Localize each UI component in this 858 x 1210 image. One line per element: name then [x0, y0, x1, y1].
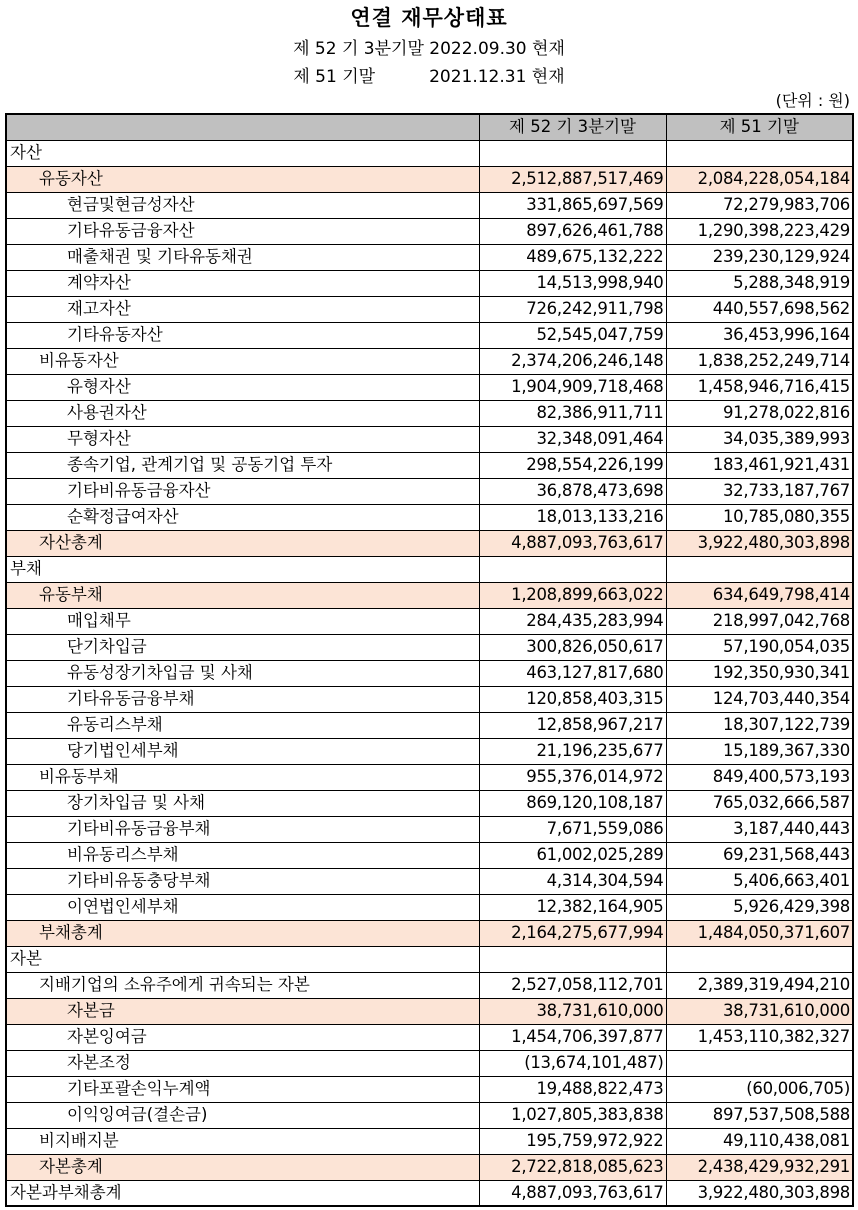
- table-row: [6, 712, 853, 738]
- account-label: 기타비유동충당부채: [6, 868, 479, 894]
- current-period-value: 21,196,235,677: [479, 738, 666, 764]
- previous-period-value: 5,288,348,919: [666, 270, 853, 296]
- account-label: 자본조정: [6, 1050, 479, 1076]
- period-current: 제 52 기 3분기말 2022.09.30 현재: [293, 39, 565, 59]
- account-label: 유동자산: [6, 166, 479, 192]
- previous-period-value: [666, 556, 853, 582]
- table-row: [6, 426, 853, 452]
- previous-period-value: 2,084,228,054,184: [666, 166, 853, 192]
- previous-period-value: 3,922,480,303,898: [666, 530, 853, 556]
- column-header-previous: 제 51 기말: [666, 114, 853, 140]
- current-period-value: 18,013,133,216: [479, 504, 666, 530]
- table-row: [6, 322, 853, 348]
- balance-sheet-table: [5, 113, 854, 1207]
- column-header-current: 제 52 기 3분기말: [479, 114, 666, 140]
- period-previous: 제 51 기말 2021.12.31 현재: [293, 67, 565, 87]
- previous-period-value: 124,703,440,354: [666, 686, 853, 712]
- previous-period-value: 15,189,367,330: [666, 738, 853, 764]
- account-label: 자본금: [6, 998, 479, 1024]
- table-row: [6, 608, 853, 634]
- current-period-value: 1,027,805,383,838: [479, 1102, 666, 1128]
- table-row: [6, 374, 853, 400]
- account-label: 유동부채: [6, 582, 479, 608]
- previous-period-value: 32,733,187,767: [666, 478, 853, 504]
- current-period-value: 2,374,206,246,148: [479, 348, 666, 374]
- current-period-value: 52,545,047,759: [479, 322, 666, 348]
- current-period-value: 1,208,899,663,022: [479, 582, 666, 608]
- previous-period-value: 72,279,983,706: [666, 192, 853, 218]
- table-row: [6, 816, 853, 842]
- previous-period-value: 57,190,054,035: [666, 634, 853, 660]
- account-label: 당기법인세부채: [6, 738, 479, 764]
- current-period-value: 869,120,108,187: [479, 790, 666, 816]
- account-label: 매입채무: [6, 608, 479, 634]
- current-period-value: 897,626,461,788: [479, 218, 666, 244]
- previous-period-value: 69,231,568,443: [666, 842, 853, 868]
- account-label: 비유동부채: [6, 764, 479, 790]
- account-label: 자산총계: [6, 530, 479, 556]
- account-label: 부채총계: [6, 920, 479, 946]
- account-label: 기타유동금융자산: [6, 218, 479, 244]
- previous-period-value: 2,389,319,494,210: [666, 972, 853, 998]
- table-row: [6, 478, 853, 504]
- current-period-value: 331,865,697,569: [479, 192, 666, 218]
- current-period-value: 4,314,304,594: [479, 868, 666, 894]
- table-row: [6, 166, 853, 192]
- table-row: [6, 1128, 853, 1154]
- previous-period-value: [666, 946, 853, 972]
- previous-period-value: 440,557,698,562: [666, 296, 853, 322]
- current-period-value: [479, 556, 666, 582]
- current-period-value: 1,904,909,718,468: [479, 374, 666, 400]
- table-row: [6, 1154, 853, 1180]
- previous-period-value: [666, 140, 853, 166]
- current-period-value: 7,671,559,086: [479, 816, 666, 842]
- current-period-value: 300,826,050,617: [479, 634, 666, 660]
- account-label: 사용권자산: [6, 400, 479, 426]
- table-row: [6, 868, 853, 894]
- current-period-value: 120,858,403,315: [479, 686, 666, 712]
- account-label: 계약자산: [6, 270, 479, 296]
- table-body: [6, 140, 853, 1206]
- account-label: 무형자산: [6, 426, 479, 452]
- table-row: [6, 972, 853, 998]
- current-period-value: 2,722,818,085,623: [479, 1154, 666, 1180]
- table-row: [6, 660, 853, 686]
- current-period-value: 1,454,706,397,877: [479, 1024, 666, 1050]
- account-label: 비유동자산: [6, 348, 479, 374]
- table-row: [6, 842, 853, 868]
- table-row: [6, 530, 853, 556]
- account-label: 재고자산: [6, 296, 479, 322]
- table-row: [6, 452, 853, 478]
- current-period-value: 38,731,610,000: [479, 998, 666, 1024]
- table-row: [6, 686, 853, 712]
- column-header-account: [6, 114, 479, 140]
- current-period-value: [479, 140, 666, 166]
- table-row: [6, 1102, 853, 1128]
- previous-period-value: 36,453,996,164: [666, 322, 853, 348]
- previous-period-value: 634,649,798,414: [666, 582, 853, 608]
- current-period-value: 2,512,887,517,469: [479, 166, 666, 192]
- account-label: 비지배지분: [6, 1128, 479, 1154]
- table-row: [6, 998, 853, 1024]
- table-row: [6, 244, 853, 270]
- current-period-value: (13,674,101,487): [479, 1050, 666, 1076]
- table-row: [6, 634, 853, 660]
- current-period-value: 284,435,283,994: [479, 608, 666, 634]
- account-label: 자본: [6, 946, 479, 972]
- account-label: 유동리스부채: [6, 712, 479, 738]
- table-row: [6, 140, 853, 166]
- previous-period-value: 3,187,440,443: [666, 816, 853, 842]
- previous-period-value: 897,537,508,588: [666, 1102, 853, 1128]
- account-label: 자본과부채총계: [6, 1180, 479, 1206]
- table-row: [6, 270, 853, 296]
- current-period-value: [479, 946, 666, 972]
- account-label: 기타비유동금융자산: [6, 478, 479, 504]
- previous-period-value: 2,438,429,932,291: [666, 1154, 853, 1180]
- table-row: [6, 582, 853, 608]
- current-period-value: 82,386,911,711: [479, 400, 666, 426]
- current-period-value: 12,858,967,217: [479, 712, 666, 738]
- account-label: 유동성장기차입금 및 사채: [6, 660, 479, 686]
- previous-period-value: 1,458,946,716,415: [666, 374, 853, 400]
- current-period-value: 298,554,226,199: [479, 452, 666, 478]
- account-label: 유형자산: [6, 374, 479, 400]
- previous-period-value: 49,110,438,081: [666, 1128, 853, 1154]
- previous-period-value: 1,838,252,249,714: [666, 348, 853, 374]
- table-row: [6, 1050, 853, 1076]
- previous-period-value: [666, 1050, 853, 1076]
- previous-period-value: 849,400,573,193: [666, 764, 853, 790]
- account-label: 비유동리스부채: [6, 842, 479, 868]
- table-row: [6, 1076, 853, 1102]
- previous-period-value: 1,484,050,371,607: [666, 920, 853, 946]
- previous-period-value: 3,922,480,303,898: [666, 1180, 853, 1206]
- current-period-value: 4,887,093,763,617: [479, 1180, 666, 1206]
- current-period-value: 19,488,822,473: [479, 1076, 666, 1102]
- current-period-value: 61,002,025,289: [479, 842, 666, 868]
- table-row: [6, 1024, 853, 1050]
- table-row: [6, 400, 853, 426]
- current-period-value: 32,348,091,464: [479, 426, 666, 452]
- table-row: [6, 946, 853, 972]
- previous-period-value: 10,785,080,355: [666, 504, 853, 530]
- previous-period-value: 5,926,429,398: [666, 894, 853, 920]
- previous-period-value: 38,731,610,000: [666, 998, 853, 1024]
- table-header-row: [6, 114, 853, 140]
- account-label: 자본총계: [6, 1154, 479, 1180]
- account-label: 자본잉여금: [6, 1024, 479, 1050]
- account-label: 기타유동금융부채: [6, 686, 479, 712]
- table-row: [6, 764, 853, 790]
- table-row: [6, 920, 853, 946]
- account-label: 매출채권 및 기타유동채권: [6, 244, 479, 270]
- current-period-value: 955,376,014,972: [479, 764, 666, 790]
- current-period-value: 12,382,164,905: [479, 894, 666, 920]
- previous-period-value: 218,997,042,768: [666, 608, 853, 634]
- account-label: 현금및현금성자산: [6, 192, 479, 218]
- table-row: [6, 296, 853, 322]
- current-period-value: 36,878,473,698: [479, 478, 666, 504]
- account-label: 부채: [6, 556, 479, 582]
- current-period-value: 726,242,911,798: [479, 296, 666, 322]
- account-label: 단기차입금: [6, 634, 479, 660]
- previous-period-value: (60,006,705): [666, 1076, 853, 1102]
- account-label: 기타유동자산: [6, 322, 479, 348]
- current-period-value: 195,759,972,922: [479, 1128, 666, 1154]
- table-row: [6, 504, 853, 530]
- table-row: [6, 556, 853, 582]
- account-label: 기타포괄손익누계액: [6, 1076, 479, 1102]
- previous-period-value: 1,290,398,223,429: [666, 218, 853, 244]
- table-row: [6, 790, 853, 816]
- account-label: 이익잉여금(결손금): [6, 1102, 479, 1128]
- previous-period-value: 183,461,921,431: [666, 452, 853, 478]
- previous-period-value: 34,035,389,993: [666, 426, 853, 452]
- current-period-value: 489,675,132,222: [479, 244, 666, 270]
- current-period-value: 4,887,093,763,617: [479, 530, 666, 556]
- table-row: [6, 348, 853, 374]
- account-label: 지배기업의 소유주에게 귀속되는 자본: [6, 972, 479, 998]
- account-label: 이연법인세부채: [6, 894, 479, 920]
- account-label: 장기차입금 및 사채: [6, 790, 479, 816]
- current-period-value: 2,164,275,677,994: [479, 920, 666, 946]
- table-row: [6, 738, 853, 764]
- current-period-value: 2,527,058,112,701: [479, 972, 666, 998]
- current-period-value: 14,513,998,940: [479, 270, 666, 296]
- table-row: [6, 192, 853, 218]
- previous-period-value: 1,453,110,382,327: [666, 1024, 853, 1050]
- table-row: [6, 218, 853, 244]
- previous-period-value: 192,350,930,341: [666, 660, 853, 686]
- previous-period-value: 5,406,663,401: [666, 868, 853, 894]
- previous-period-value: 18,307,122,739: [666, 712, 853, 738]
- account-label: 기타비유동금융부채: [6, 816, 479, 842]
- previous-period-value: 91,278,022,816: [666, 400, 853, 426]
- previous-period-value: 239,230,129,924: [666, 244, 853, 270]
- account-label: 종속기업, 관계기업 및 공동기업 투자: [6, 452, 479, 478]
- account-label: 순확정급여자산: [6, 504, 479, 530]
- table-row: [6, 1180, 853, 1206]
- statement-title: 연결 재무상태표: [350, 6, 508, 30]
- table-row: [6, 894, 853, 920]
- unit-label: (단위 : 원): [775, 91, 850, 110]
- previous-period-value: 765,032,666,587: [666, 790, 853, 816]
- account-label: 자산: [6, 140, 479, 166]
- current-period-value: 463,127,817,680: [479, 660, 666, 686]
